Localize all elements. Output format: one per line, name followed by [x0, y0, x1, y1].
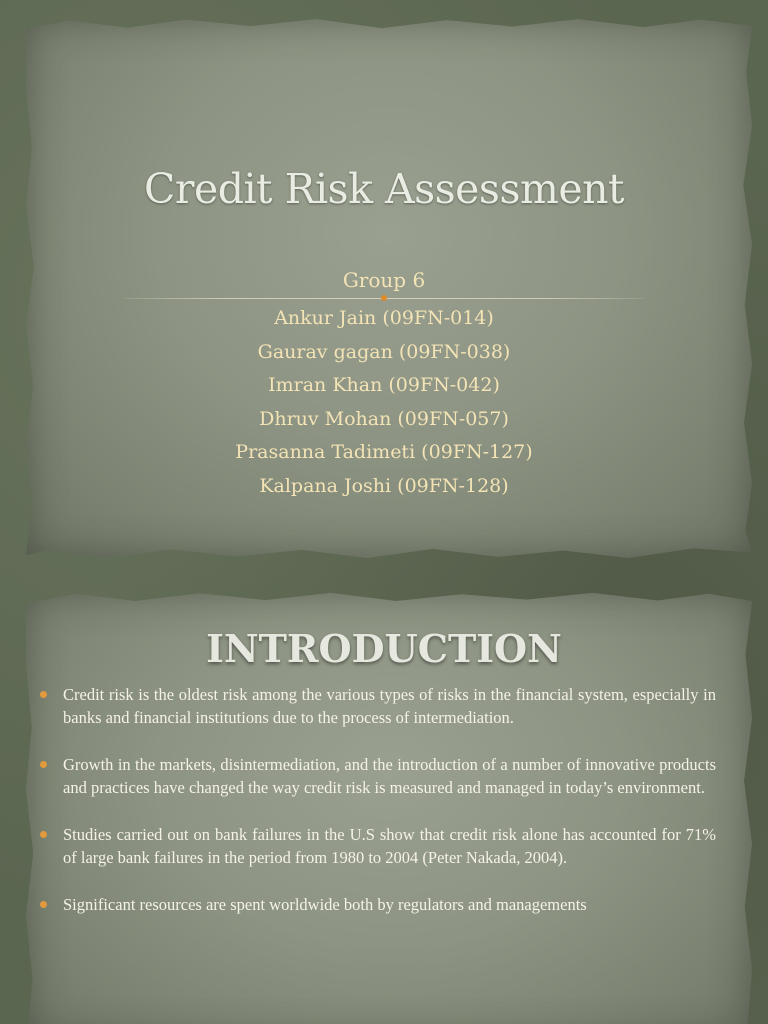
- member-item: Ankur Jain (09FN-014): [274, 307, 494, 329]
- bullet-item: [40, 753, 716, 799]
- group-label: Group 6: [342, 268, 426, 292]
- bullet-text: Credit risk is the oldest risk among the various types of risks in the financial system, especially in banks and financial institutions due to the process of intermediation.: [63, 685, 716, 727]
- bullet-dot-icon: [40, 831, 47, 838]
- bullet-dot-icon: [40, 691, 47, 698]
- bullet-text: Significant resources are spent worldwide both by regulators and managements: [63, 895, 587, 914]
- bullet-item: [40, 823, 716, 869]
- bullet-item: [40, 683, 716, 729]
- member-list: [0, 302, 768, 503]
- bullet-text: Studies carried out on bank failures in the U.S show that credit risk alone has accounted for 71% of large bank failures in the period from 1980 to 2004 (Peter Nakada, 2004).: [63, 825, 716, 867]
- introduction-slide: [0, 576, 768, 1024]
- member-item: Imran Khan (09FN-042): [268, 374, 500, 396]
- slide-title: Credit Risk Assessment: [143, 165, 625, 213]
- bullet-text: Growth in the markets, disintermediation, and the introduction of a number of innovative products and practices have changed the way credit risk is measured and managed in today’s environment.: [63, 755, 716, 797]
- member-item: Prasanna Tadimeti (09FN-127): [235, 441, 533, 463]
- member-item: Gaurav gagan (09FN-038): [257, 340, 511, 363]
- bullet-list: [40, 683, 716, 940]
- bullet-item: [40, 893, 716, 916]
- bullet-dot-icon: [40, 761, 47, 768]
- member-item: Dhruv Mohan (09FN-057): [259, 407, 509, 430]
- bullet-dot-icon: [40, 901, 47, 908]
- slide-heading: INTRODUCTION: [206, 626, 562, 671]
- divider-dot-icon: [381, 295, 387, 301]
- member-item: Kalpana Joshi (09FN-128): [259, 474, 509, 497]
